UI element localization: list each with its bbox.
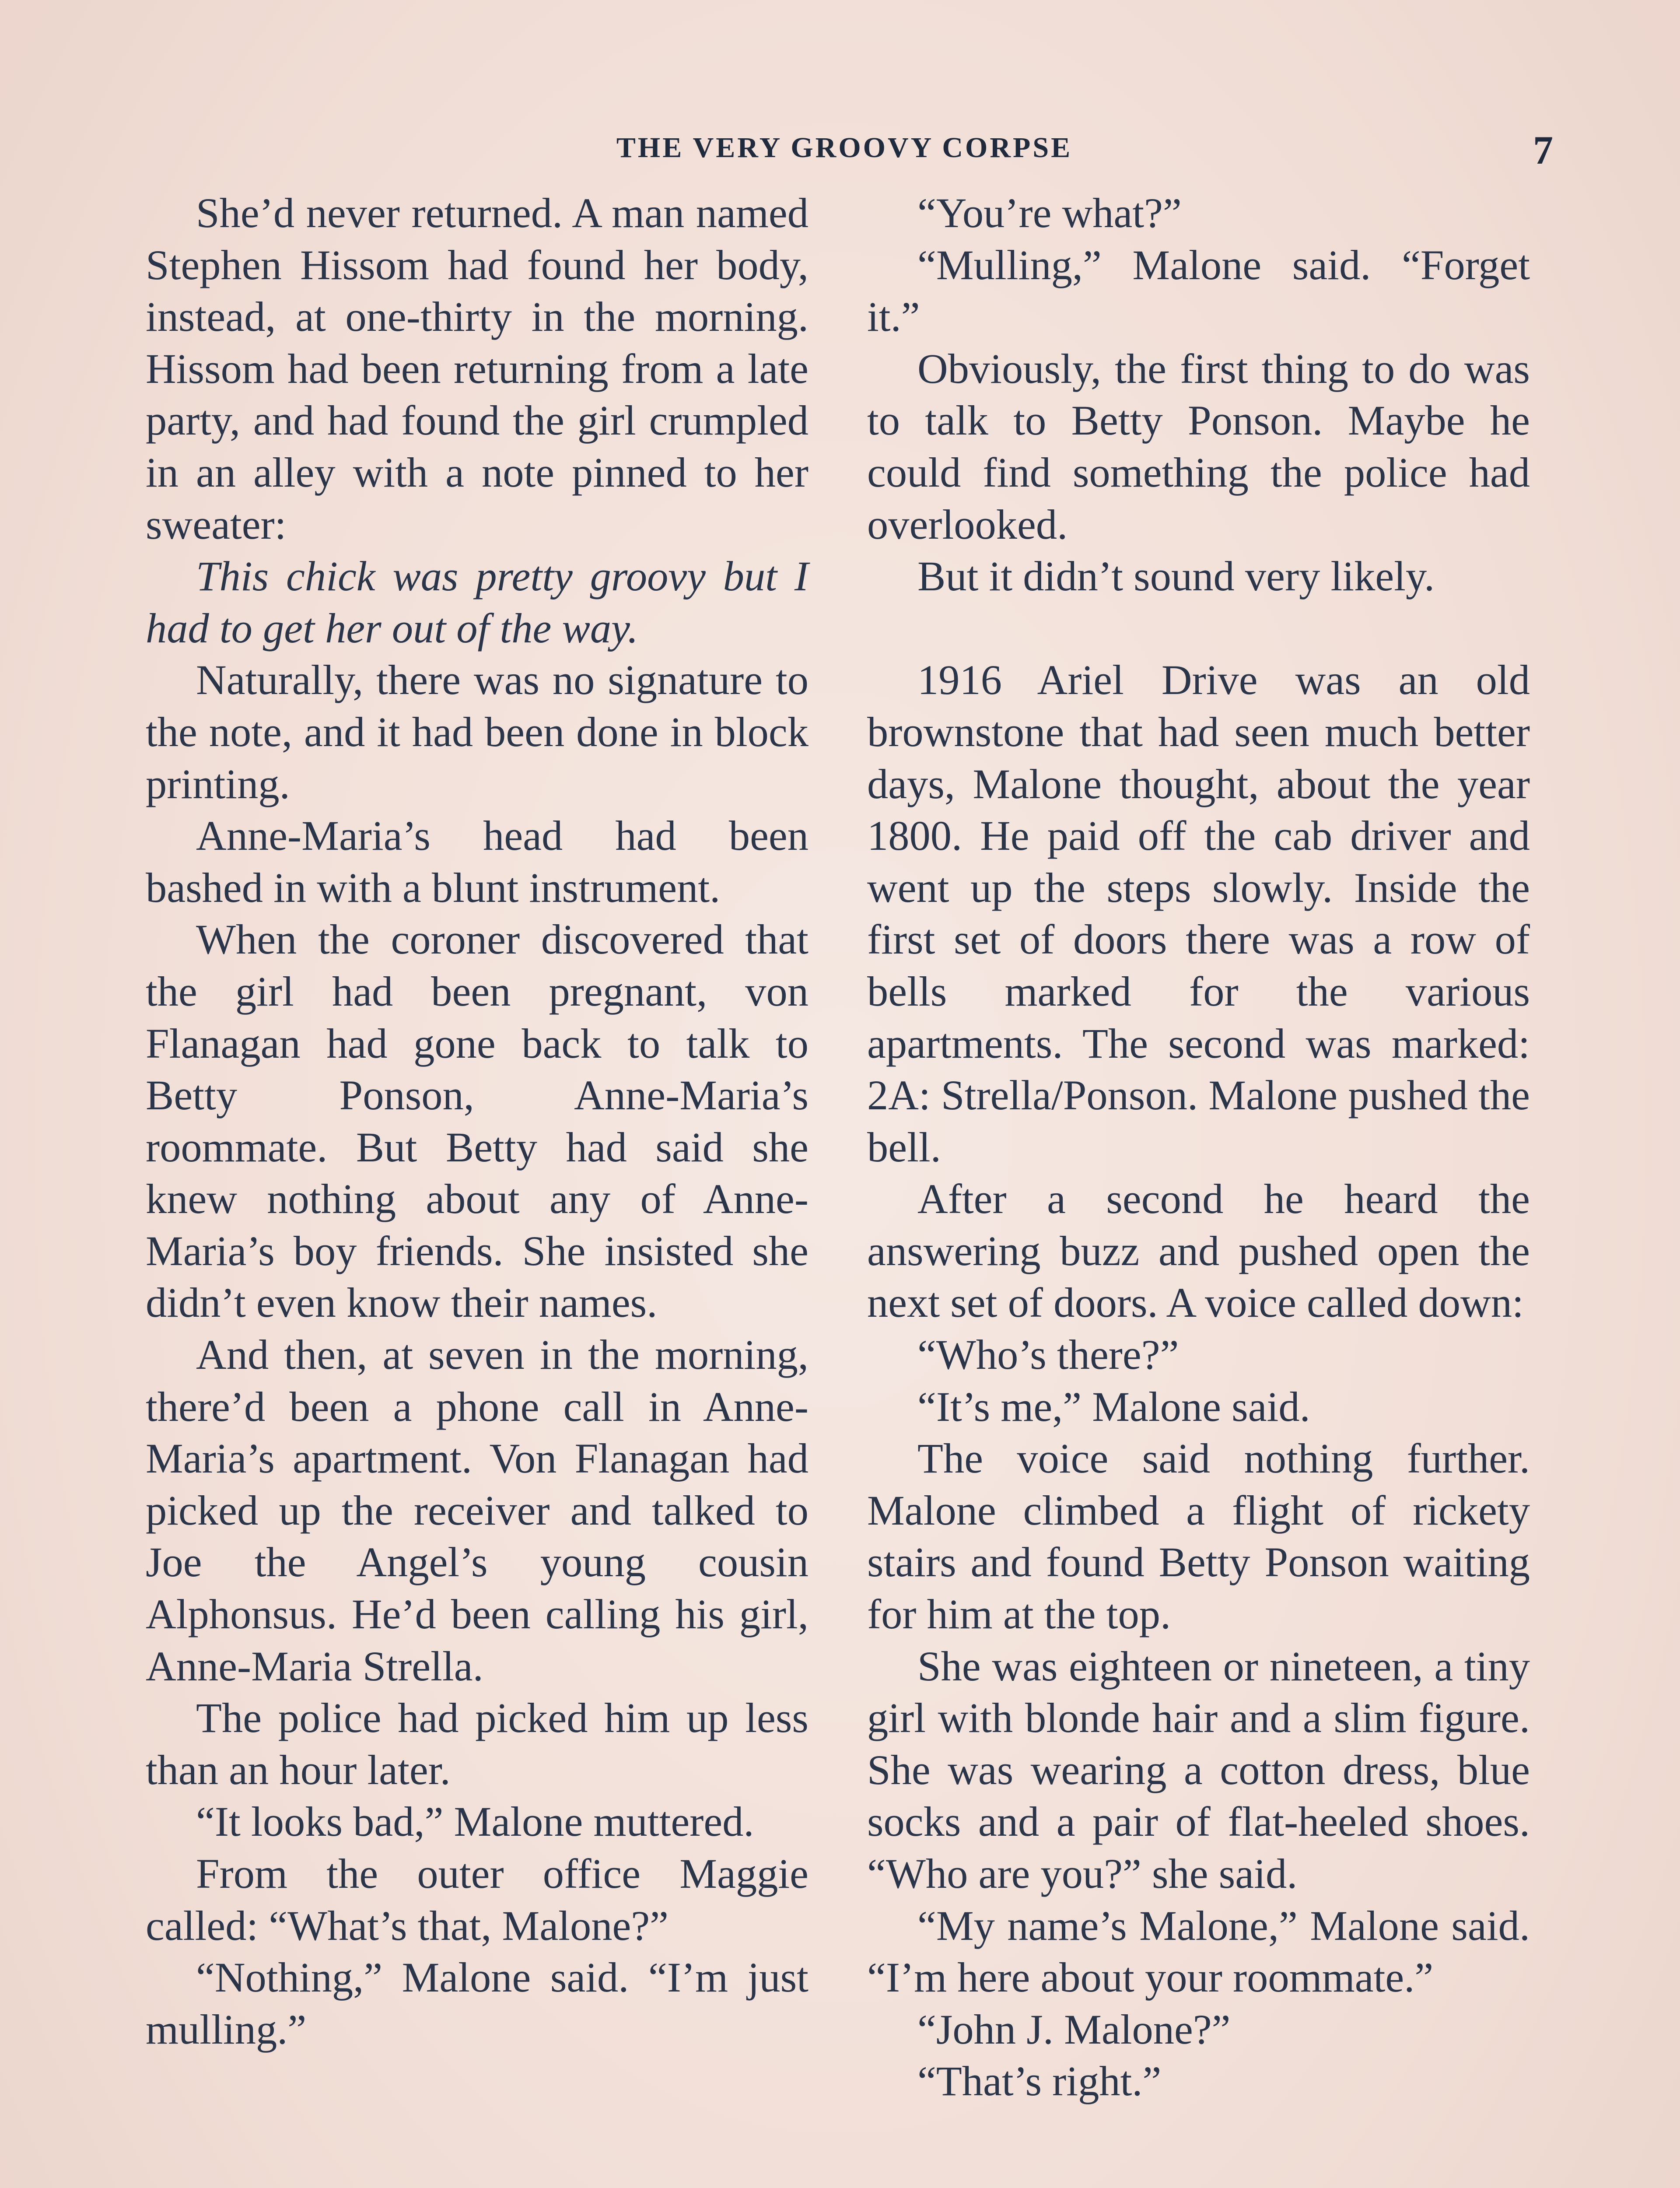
right-column	[867, 187, 1530, 2107]
left-column	[146, 187, 808, 2055]
paragraph: “That’s right.”	[917, 2058, 1162, 2105]
note-quote: This chick was pretty groovy but I had to get her out of the way.	[146, 553, 808, 652]
paragraph: From the outer office Maggie called: “What’s that, Malone?”	[146, 1850, 808, 1949]
paragraph: Obviously, the first thing to do was to talk to Betty Ponson. Maybe he could find something the police had overlooked.	[867, 345, 1530, 548]
paragraph: “Who’s there?”	[917, 1331, 1179, 1378]
paragraph: She’d never returned. A man named Stephen Hissom had found her body, instead, at one-thirty in the morning. Hissom had been returning from a late party, and had found the girl crumpled in an alley with a note pinned to her sweater:	[146, 189, 808, 548]
paragraph: And then, at seven in the morning, there’d been a phone call in Anne-Maria’s apartment. Von Flanagan had picked up the receiver and talked to Joe the Angel’s young cousin Alphonsus. He’d been calling his girl, Anne-Maria Strella.	[146, 1331, 808, 1690]
paragraph: After a second he heard the answering buzz and pushed open the next set of doors. A voice called down:	[867, 1175, 1530, 1326]
paragraph: She was eighteen or nineteen, a tiny girl with blonde hair and a slim figure. She was wearing a cotton dress, blue socks and a pair of flat-heeled shoes. “Who are you?” she said.	[867, 1642, 1530, 1897]
running-title: THE VERY GROOVY CORPSE	[616, 132, 1073, 164]
paragraph: But it didn’t sound very likely.	[917, 553, 1435, 600]
paragraph: When the coroner discovered that the girl had been pregnant, von Flanagan had gone back to talk to Betty Ponson, Anne-Maria’s roommate. But Betty had said she knew nothing about any of Anne-Maria’s boy friends. She insisted she didn’t even know their names.	[146, 916, 808, 1326]
paragraph: “John J. Malone?”	[917, 2006, 1231, 2053]
paragraph: “It’s me,” Malone said.	[917, 1383, 1310, 1430]
paragraph: 1916 Ariel Drive was an old brownstone that had seen much better days, Malone thought, about the year 1800. He paid off the cab driver and went up the steps slowly. Inside the first set of doors there was a row of bells marked for the various apartments. The second was marked: 2A: Strella/Ponson. Malone pushed the bell.	[867, 656, 1530, 1171]
paragraph: The police had picked him up less than an hour later.	[146, 1694, 808, 1793]
paragraph: Naturally, there was no signature to the note, and it had been done in block printing.	[146, 656, 808, 807]
paragraph: “It looks bad,” Malone muttered.	[196, 1798, 754, 1845]
paragraph: “Nothing,” Malone said. “I’m just mulling.”	[146, 1954, 808, 2053]
page-number: 7	[1533, 128, 1553, 172]
paragraph: “My name’s Malone,” Malone said. “I’m here about your roommate.”	[867, 1902, 1530, 2001]
paragraph: The voice said nothing further. Malone climbed a flight of rickety stairs and found Betty Ponson waiting for him at the top.	[867, 1435, 1530, 1638]
paragraph: “Mulling,” Malone said. “Forget it.”	[867, 241, 1530, 340]
paragraph: “You’re what?”	[917, 189, 1182, 236]
paragraph: Anne-Maria’s head had been bashed in with a blunt instrument.	[146, 812, 808, 911]
